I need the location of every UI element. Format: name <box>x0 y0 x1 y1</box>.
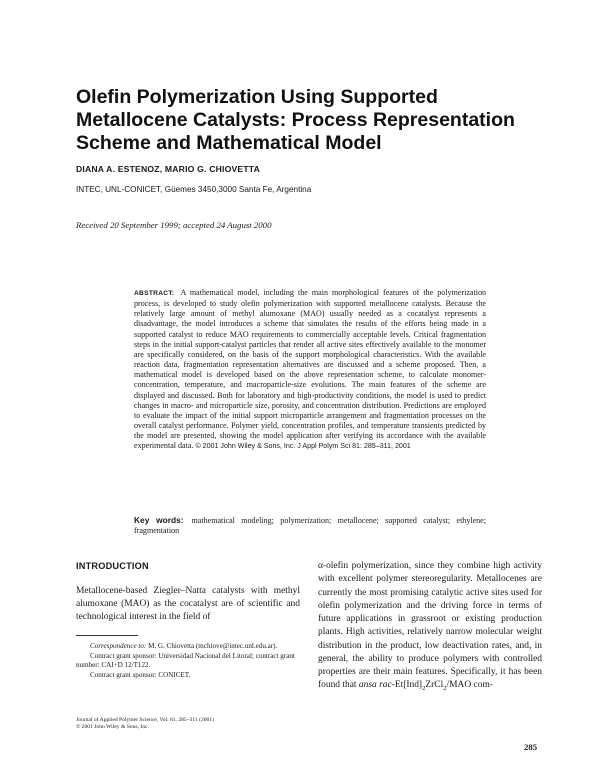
formula-part-1: -Et[Ind] <box>391 680 423 691</box>
correspondence-note <box>76 642 300 652</box>
footnotes <box>76 642 300 680</box>
abstract-label: ABSTRACT: <box>134 290 175 297</box>
received-dates: Received 20 September 1999; accepted 24 August 2000 <box>76 220 272 230</box>
introduction-left-column: Metallocene-based Ziegler–Natta catalysts with methyl alumoxane (MAO) as the cocatalyst are of scientific and technological interest in the field of <box>76 586 300 623</box>
abstract <box>134 288 486 452</box>
journal-copyright: © 2001 John Wiley & Sons, Inc. <box>76 724 149 731</box>
affiliation: INTEC, UNL-CONICET, Güemes 3450,3000 Santa Fe, Argentina <box>76 185 312 194</box>
keywords-text: mathematical modeling; polymerization; metallocene; supported catalyst; ethylene; fragmentation <box>134 516 486 536</box>
correspondence-label: Correspondence to: <box>90 642 147 650</box>
formula-part-2: ZrCl <box>425 680 444 691</box>
right-column-text: α-olefin polymerization, since they combine high activity with excellent polymer stereoregularity. Metallocenes are currently the most promising catalytic active sites used for olefin polymerization and the driving force in terms of future applications in grassroot or existing production plants. High activities, relatively narrow molecular weight distribution in the product, low deactivation rates, and, in general, the ability to produce polymers with controlled properties are their main features. Specifically, it has been found that <box>318 561 542 691</box>
grant-note-2: Contract grant sponsor: CONICET. <box>90 670 191 679</box>
abstract-text: A mathematical model, including the main morphological features of the polymerization process, is developed to study olefin polymerization with supported metallocene catalysts. Because the relatively large amount of methyl alumoxane (MAO) usually needed as a cocatalyst represents a disadvantage, the model introduces a scheme that simulates the results of the efforts being made in a supported catalyst to reduce MAO requirements to commercially acceptable levels. Critical fragmentation steps in the initial support-catalyst particles that render all active sites effectively available to the monomer are specifically considered, on the basis of the support morphological characteristics. With the available reaction data, fragmentation representation alternatives are discussed and a scheme proposed. Then, a mathematical model is developed based on the above representation scheme, to calculate monomer-concentration, temperature, and macroparticle-size evolutions. The main features of the scheme are displayed and discussed. Both for laboratory and high-productivity conditions, the model is used to predict changes in macro- and microparticle size, porosity, and concentration distribution. Predictions are employed to evaluate the impact of the initial support microparticle arrangement and fragmentation processes on the overall catalyst performance. Polymer yield, concentration profiles, and temperature transients predicted by the model are presented, showing the model application after verifying its accordance with the available experimental data. <box>134 288 486 451</box>
section-heading-introduction: INTRODUCTION <box>76 561 149 571</box>
page-number: 285 <box>524 742 538 752</box>
abstract-citation: © 2001 John Wiley & Sons, Inc. J Appl Polym Sci 81: 285–311, 2001 <box>195 442 411 451</box>
formula-part-3: /MAO com- <box>446 680 493 691</box>
formula-subscript-2: 2 <box>443 685 447 693</box>
journal-info <box>76 717 306 732</box>
paper-title: Olefin Polymerization Using Supported Metallocene Catalysts: Process Representation Scheme and Mathematical Model <box>76 86 515 154</box>
correspondence-text: M. G. Chiovetta (mchiove@intec.unl.edu.ar). <box>148 642 278 650</box>
footnote-divider <box>76 635 138 636</box>
grant-note-1: Contract grant sponsor: Universidad Nacional del Litoral; contract grant number: CAI+D 12/T122. <box>76 651 295 670</box>
introduction-right-column <box>318 560 542 693</box>
formula-subscript-1: 2 <box>422 685 426 693</box>
ansa-rac-term: ansa rac <box>358 680 392 691</box>
authors: DIANA A. ESTENOZ, MARIO G. CHIOVETTA <box>76 164 261 174</box>
keywords <box>134 515 486 537</box>
keywords-label: Key words: <box>134 515 184 525</box>
journal-citation: Journal of Applied Polymer Science, Vol. 81, 285–311 (2001) <box>76 717 215 723</box>
